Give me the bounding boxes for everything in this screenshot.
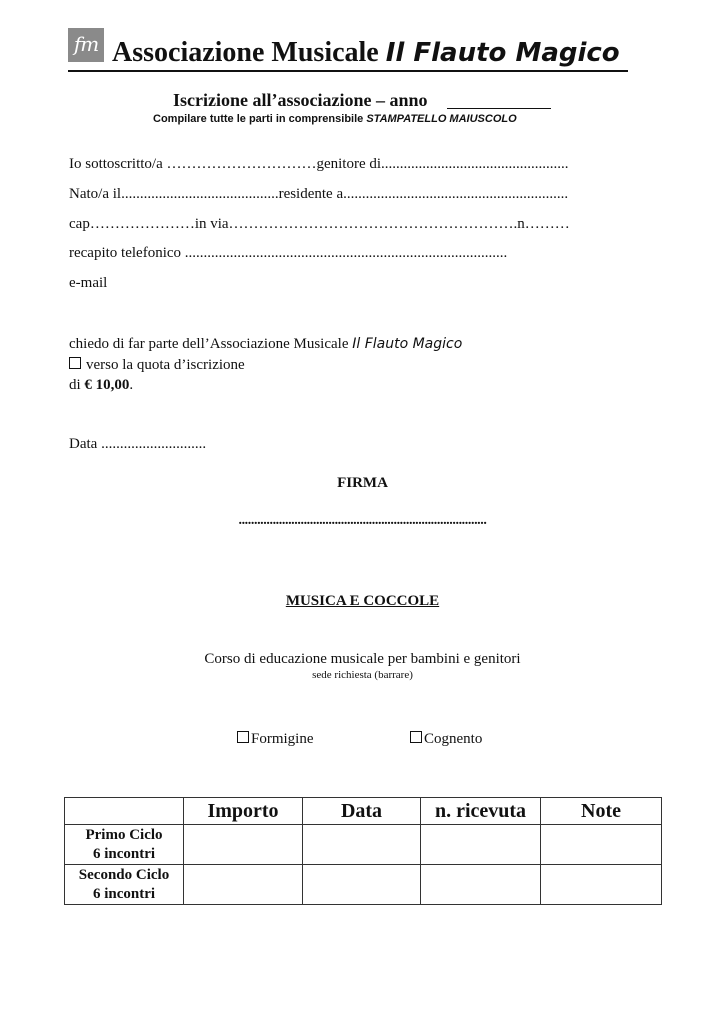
row-label-line1: Primo Ciclo bbox=[85, 826, 163, 843]
table-cell-data[interactable] bbox=[303, 865, 421, 905]
membership-request-text: chiedo di far parte dell’Associazione Musicale bbox=[69, 336, 349, 352]
table-header-row bbox=[65, 798, 662, 825]
table-cell-ricevuta[interactable] bbox=[421, 825, 541, 865]
logo: fm bbox=[68, 28, 104, 62]
row-label bbox=[65, 825, 184, 865]
date-field[interactable]: Data ............................ bbox=[69, 436, 207, 452]
field-email[interactable]: e-mail bbox=[69, 275, 108, 291]
field-address[interactable]: cap…………………in via………………………………………………….n……… bbox=[69, 216, 570, 232]
membership-request bbox=[69, 336, 462, 353]
site-label-formigine: Formigine bbox=[251, 731, 314, 747]
site-option-formigine[interactable] bbox=[237, 731, 314, 748]
table-row bbox=[65, 865, 662, 905]
table-cell-ricevuta[interactable] bbox=[421, 865, 541, 905]
course-note: sede richiesta (barrare) bbox=[312, 669, 413, 681]
amount-suffix: . bbox=[129, 377, 134, 393]
table-cell-data[interactable] bbox=[303, 825, 421, 865]
amount-value: € 10,00 bbox=[84, 377, 130, 393]
site-label-cognento: Cognento bbox=[424, 731, 483, 747]
cognento-checkbox[interactable] bbox=[410, 731, 422, 743]
amount-line bbox=[69, 377, 133, 394]
instructions bbox=[153, 113, 517, 125]
signature-label: FIRMA bbox=[337, 475, 388, 491]
field-birth-residence[interactable]: Nato/a il..........................................residente a............................................................ bbox=[69, 186, 569, 202]
row-label-line2: 6 incontri bbox=[92, 845, 156, 862]
table-row bbox=[65, 825, 662, 865]
year-blank-line[interactable] bbox=[447, 108, 551, 109]
table-header-data: Data bbox=[303, 798, 421, 825]
row-label-line1: Secondo Ciclo bbox=[78, 866, 170, 883]
table-header-importo: Importo bbox=[184, 798, 303, 825]
fee-text: verso la quota d’iscrizione bbox=[86, 357, 245, 373]
association-brand: Il Flauto Magico bbox=[385, 38, 620, 68]
site-option-cognento[interactable] bbox=[410, 731, 482, 748]
course-title: MUSICA E COCCOLE bbox=[285, 593, 440, 609]
association-title bbox=[112, 36, 620, 70]
membership-request-brand: Il Flauto Magico bbox=[352, 336, 463, 352]
amount-prefix: di bbox=[69, 377, 81, 393]
row-label bbox=[65, 865, 184, 905]
signature-line[interactable]: ................................................................................ bbox=[238, 513, 487, 528]
field-name-parent[interactable]: Io sottoscritto/a …………………………genitore di.................................................. bbox=[69, 156, 569, 172]
instructions-text: Compilare tutte le parti in comprensibile bbox=[153, 113, 364, 125]
fee-checkbox[interactable] bbox=[69, 357, 81, 369]
fee-line bbox=[69, 357, 245, 374]
table-cell-importo[interactable] bbox=[184, 865, 303, 905]
table-header-note: Note bbox=[541, 798, 662, 825]
payment-table bbox=[64, 797, 662, 905]
table-cell-note[interactable] bbox=[541, 825, 662, 865]
formigine-checkbox[interactable] bbox=[237, 731, 249, 743]
field-phone[interactable]: recapito telefonico ...................................................................................... bbox=[69, 245, 508, 261]
table-cell-importo[interactable] bbox=[184, 825, 303, 865]
table-header-empty bbox=[65, 798, 184, 825]
table-header-ricevuta: n. ricevuta bbox=[421, 798, 541, 825]
table-cell-note[interactable] bbox=[541, 865, 662, 905]
enrollment-title: Iscrizione all’associazione – anno bbox=[173, 90, 428, 110]
association-title-prefix: Associazione Musicale bbox=[112, 37, 379, 68]
course-description: Corso di educazione musicale per bambini e genitori bbox=[204, 651, 521, 667]
header-rule bbox=[68, 70, 628, 72]
instructions-emphasis: STAMPATELLO MAIUSCOLO bbox=[366, 113, 517, 125]
row-label-line2: 6 incontri bbox=[92, 885, 156, 902]
